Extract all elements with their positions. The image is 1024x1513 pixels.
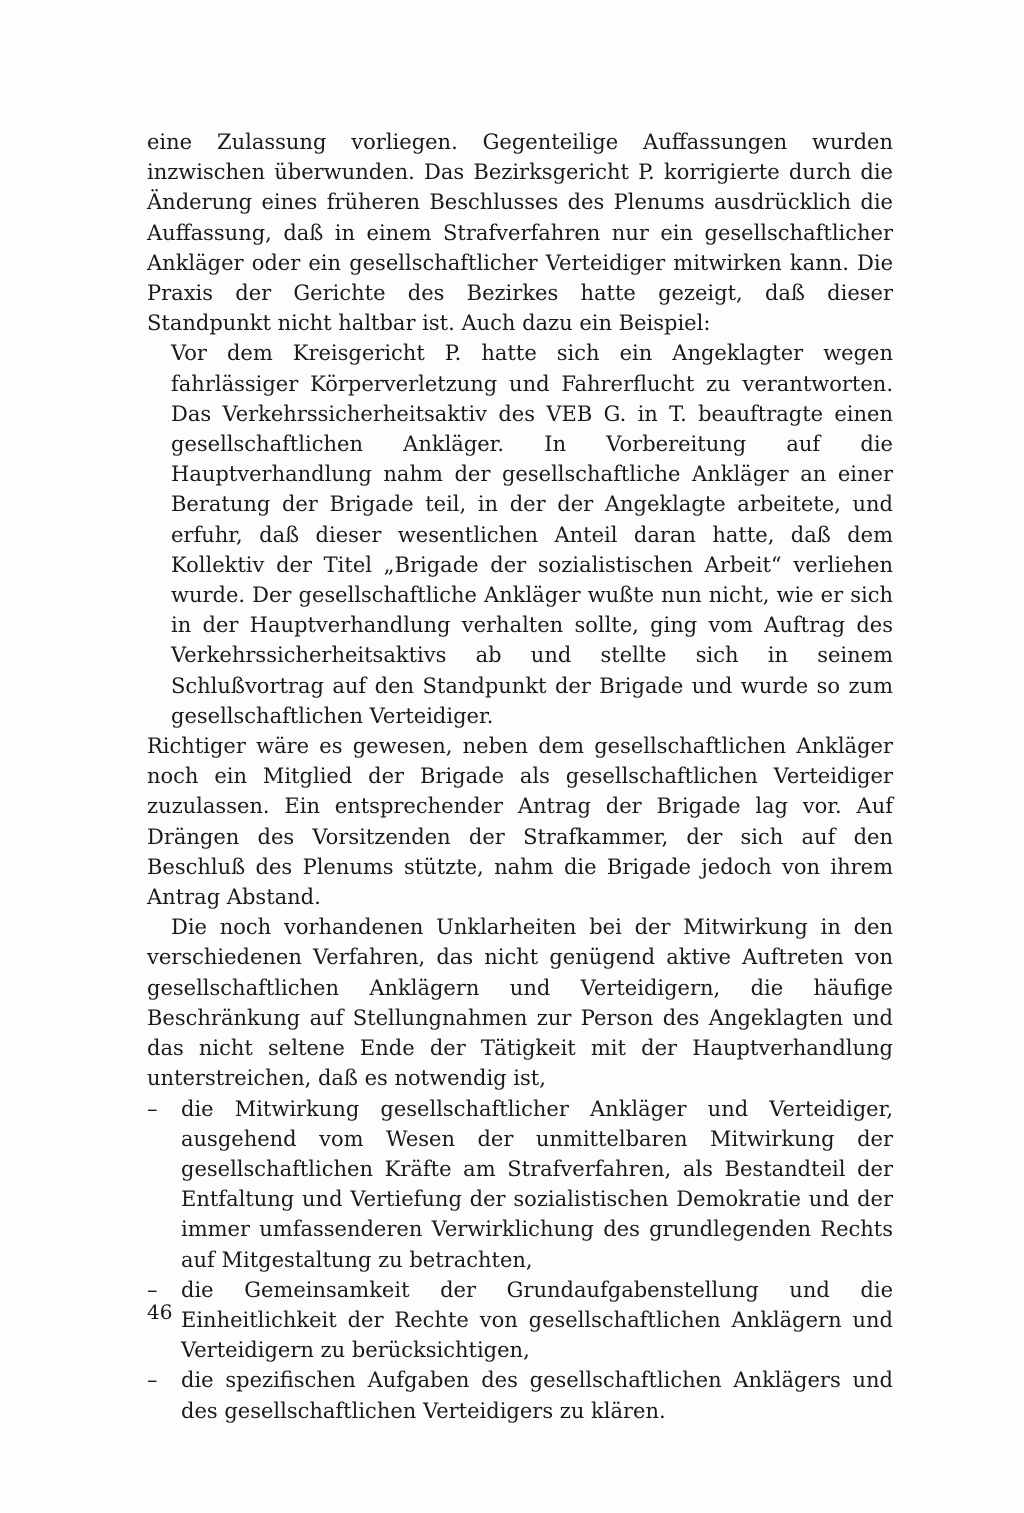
requirements-list <box>147 1094 893 1426</box>
dash-marker: – <box>147 1277 158 1302</box>
list-item <box>147 1094 893 1275</box>
example-paragraph: Vor dem Kreisgericht P. hatte sich ein Angeklagter wegen fahrlässiger Körperverletzung und Fahrerflucht zu verantworten. Das Verkehrssicherheitsaktiv des VEB G. in T. beauftragte einen gesellschaftlichen Ankläger. In Vorbereitung auf die Hauptverhandlung nahm der gesellschaftliche Ankläger an einer Beratung der Brigade teil, in der der Angeklagte arbeitete, und erfuhr, daß dieser wesentlichen Anteil daran hatte, daß dem Kollektiv der Titel „Brigade der sozialistischen Arbeit“ verliehen wurde. Der gesellschaftliche Ankläger wußte nun nicht, wie er sich in der Hauptverhandlung verhalten sollte, ging vom Auftrag des Verkehrssicherheitsaktivs ab und stellte sich in seinem Schlußvortrag auf den Standpunkt der Brigade und wurde so zum gesellschaftlichen Verteidiger. <box>171 341 893 728</box>
list-item-text: die Mitwirkung gesellschaftlicher Ankläger und Verteidiger, ausgehend vom Wesen der unmittelbaren Mitwirkung der gesellschaftlichen Kräfte am Strafverfahren, als Bestandteil der Entfaltung und Vertiefung der sozialistischen Demokratie und der immer umfassenderen Verwirklichung des grundlegenden Rechts auf Mitgestaltung zu betrachten, <box>181 1096 893 1272</box>
dash-marker: – <box>147 1368 158 1393</box>
list-item <box>147 1275 893 1366</box>
paragraph-3: Die noch vorhandenen Unklarheiten bei der Mitwirkung in den verschiedenen Verfahren, das nicht genügend aktive Auftreten von gesellschaftlichen Anklägern und Verteidigern, die häufige Beschränkung auf Stellungnahmen zur Person des Angeklagten und das nicht seltene Ende der Tätigkeit mit der Hauptverhandlung unterstreichen, daß es notwendig ist, <box>147 915 893 1091</box>
dash-marker: – <box>147 1096 158 1121</box>
body-text <box>147 127 893 1426</box>
paragraph-1: eine Zulassung vorliegen. Gegenteilige Auffassungen wurden inzwischen überwunden. Das Bezirksgericht P. korrigierte durch die Änderung eines früheren Beschlusses des Plenums ausdrücklich die Auffassung, daß in einem Strafverfahren nur ein gesellschaftlicher Ankläger oder ein gesellschaftlicher Verteidiger mitwirken kann. Die Praxis der Gerichte des Bezirkes hatte gezeigt, daß dieser Standpunkt nicht haltbar ist. Auch dazu ein Beispiel: <box>147 130 893 336</box>
page-number: 46 <box>147 1300 173 1324</box>
list-item <box>147 1365 893 1425</box>
list-item-text: die Gemeinsamkeit der Grundaufgabenstellung und die Einheitlichkeit der Rechte von gesellschaftlichen Anklägern und Verteidigern zu berücksichtigen, <box>181 1277 893 1363</box>
list-item-text: die spezifischen Aufgaben des gesellschaftlichen Anklägers und des gesellschaftlichen Verteidigers zu klären. <box>181 1368 893 1423</box>
paragraph-2: Richtiger wäre es gewesen, neben dem gesellschaftlichen Ankläger noch ein Mitglied der Brigade als gesellschaftlichen Verteidiger zuzulassen. Ein entsprechender Antrag der Brigade lag vor. Auf Drängen des Vorsitzenden der Strafkammer, der sich auf den Beschluß des Plenums stützte, nahm die Brigade jedoch von ihrem Antrag Abstand. <box>147 734 893 910</box>
